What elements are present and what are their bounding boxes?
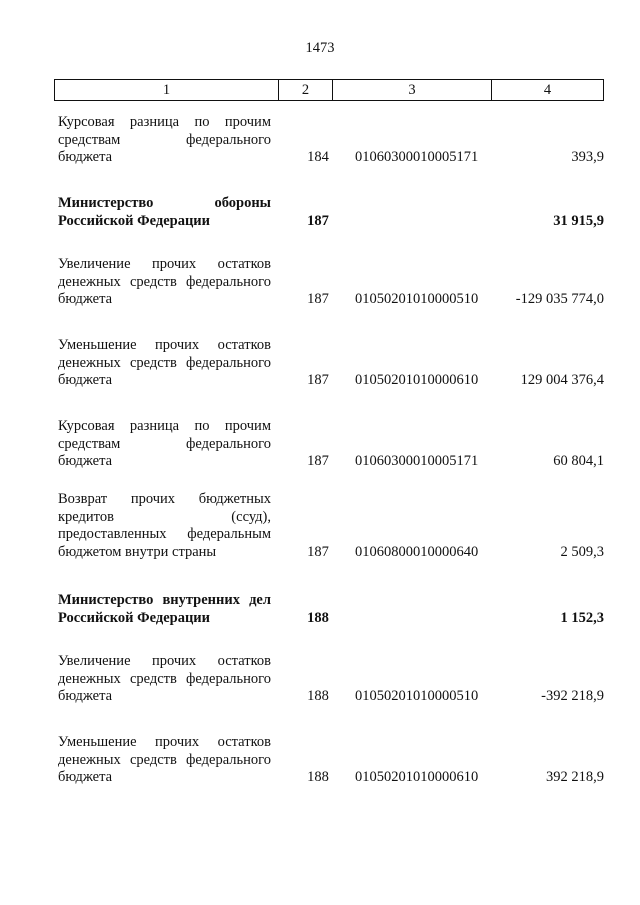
description-line: бюджета — [58, 453, 113, 469]
header-col-4: 4 — [492, 80, 604, 101]
description-line: Курсовая разница по прочим — [58, 418, 271, 434]
table-row — [58, 418, 604, 471]
table-header — [54, 79, 604, 101]
row-amount: 2 509,3 — [560, 543, 604, 560]
table-row — [58, 114, 604, 167]
table-row — [58, 337, 604, 390]
table-row — [58, 491, 604, 561]
row-description — [58, 653, 271, 706]
table-row — [58, 256, 604, 309]
description-line: Возврат прочих бюджетных — [58, 491, 271, 507]
row-description — [58, 195, 271, 230]
description-line: кредитов (ссуд), — [58, 508, 271, 525]
row-kbk: 01050201010000610 — [355, 769, 479, 785]
row-amount: 129 004 376,4 — [520, 372, 604, 388]
row-amount: -392 218,9 — [541, 688, 604, 704]
description-line: Курсовая разница по прочим — [58, 114, 271, 130]
row-kbk: 01050201010000510 — [355, 688, 479, 704]
row-kbk: 01060300010005171 — [355, 149, 479, 165]
header-col-2: 2 — [279, 80, 333, 101]
row-kbk: 01060800010000640 — [355, 543, 479, 560]
description-line: денежных средств федерального — [58, 354, 271, 371]
description-line: Министерство внутренних дел — [58, 592, 271, 608]
row-kbk: 01050201010000510 — [355, 291, 479, 307]
row-amount: 1 152,3 — [560, 609, 604, 626]
row-kbk: 01060300010005171 — [355, 453, 479, 469]
row-amount: 393,9 — [571, 149, 604, 165]
row-amount: 60 804,1 — [553, 453, 604, 469]
table-row — [58, 592, 604, 627]
description-line: средствам федерального — [58, 131, 271, 148]
row-amount: 31 915,9 — [553, 212, 604, 229]
row-description — [58, 592, 271, 627]
row-code: 188 — [307, 688, 329, 704]
description-line: Увеличение прочих остатков — [58, 256, 271, 272]
description-line: денежных средств федерального — [58, 273, 271, 290]
table-row — [58, 653, 604, 706]
row-code: 187 — [307, 543, 329, 560]
row-description — [58, 734, 271, 787]
row-code: 188 — [307, 609, 329, 626]
row-kbk: 01050201010000610 — [355, 372, 479, 388]
table-row — [58, 195, 604, 230]
description-line: средствам федерального — [58, 435, 271, 452]
description-line: Министерство обороны — [58, 195, 271, 211]
row-amount: 392 218,9 — [546, 769, 604, 785]
description-line: Российской Федерации — [58, 212, 211, 229]
row-code: 187 — [307, 291, 329, 307]
table-row — [58, 734, 604, 787]
description-line: Увеличение прочих остатков — [58, 653, 271, 669]
row-amount: -129 035 774,0 — [515, 291, 604, 307]
row-description — [58, 418, 271, 471]
row-description — [58, 337, 271, 390]
page-number: 1473 — [305, 40, 335, 56]
description-line: бюджета — [58, 372, 113, 388]
row-description — [58, 491, 271, 561]
row-code: 187 — [307, 453, 329, 469]
description-line: бюджета — [58, 769, 113, 785]
description-line: денежных средств федерального — [58, 751, 271, 768]
row-code: 187 — [307, 212, 329, 229]
header-col-1: 1 — [55, 80, 279, 101]
row-code: 187 — [307, 372, 329, 388]
description-line: Российской Федерации — [58, 609, 211, 626]
description-line: бюджета — [58, 688, 113, 704]
description-line: бюджета — [58, 291, 113, 307]
description-line: денежных средств федерального — [58, 670, 271, 687]
description-line: бюджетом внутри страны — [58, 543, 217, 560]
row-description — [58, 114, 271, 167]
description-line: бюджета — [58, 149, 113, 165]
description-line: Уменьшение прочих остатков — [58, 337, 271, 353]
description-line: Уменьшение прочих остатков — [58, 734, 271, 750]
row-code: 188 — [307, 769, 329, 785]
header-col-3: 3 — [333, 80, 492, 101]
row-code: 184 — [307, 149, 329, 165]
description-line: предоставленных федеральным — [58, 526, 271, 542]
row-description — [58, 256, 271, 309]
